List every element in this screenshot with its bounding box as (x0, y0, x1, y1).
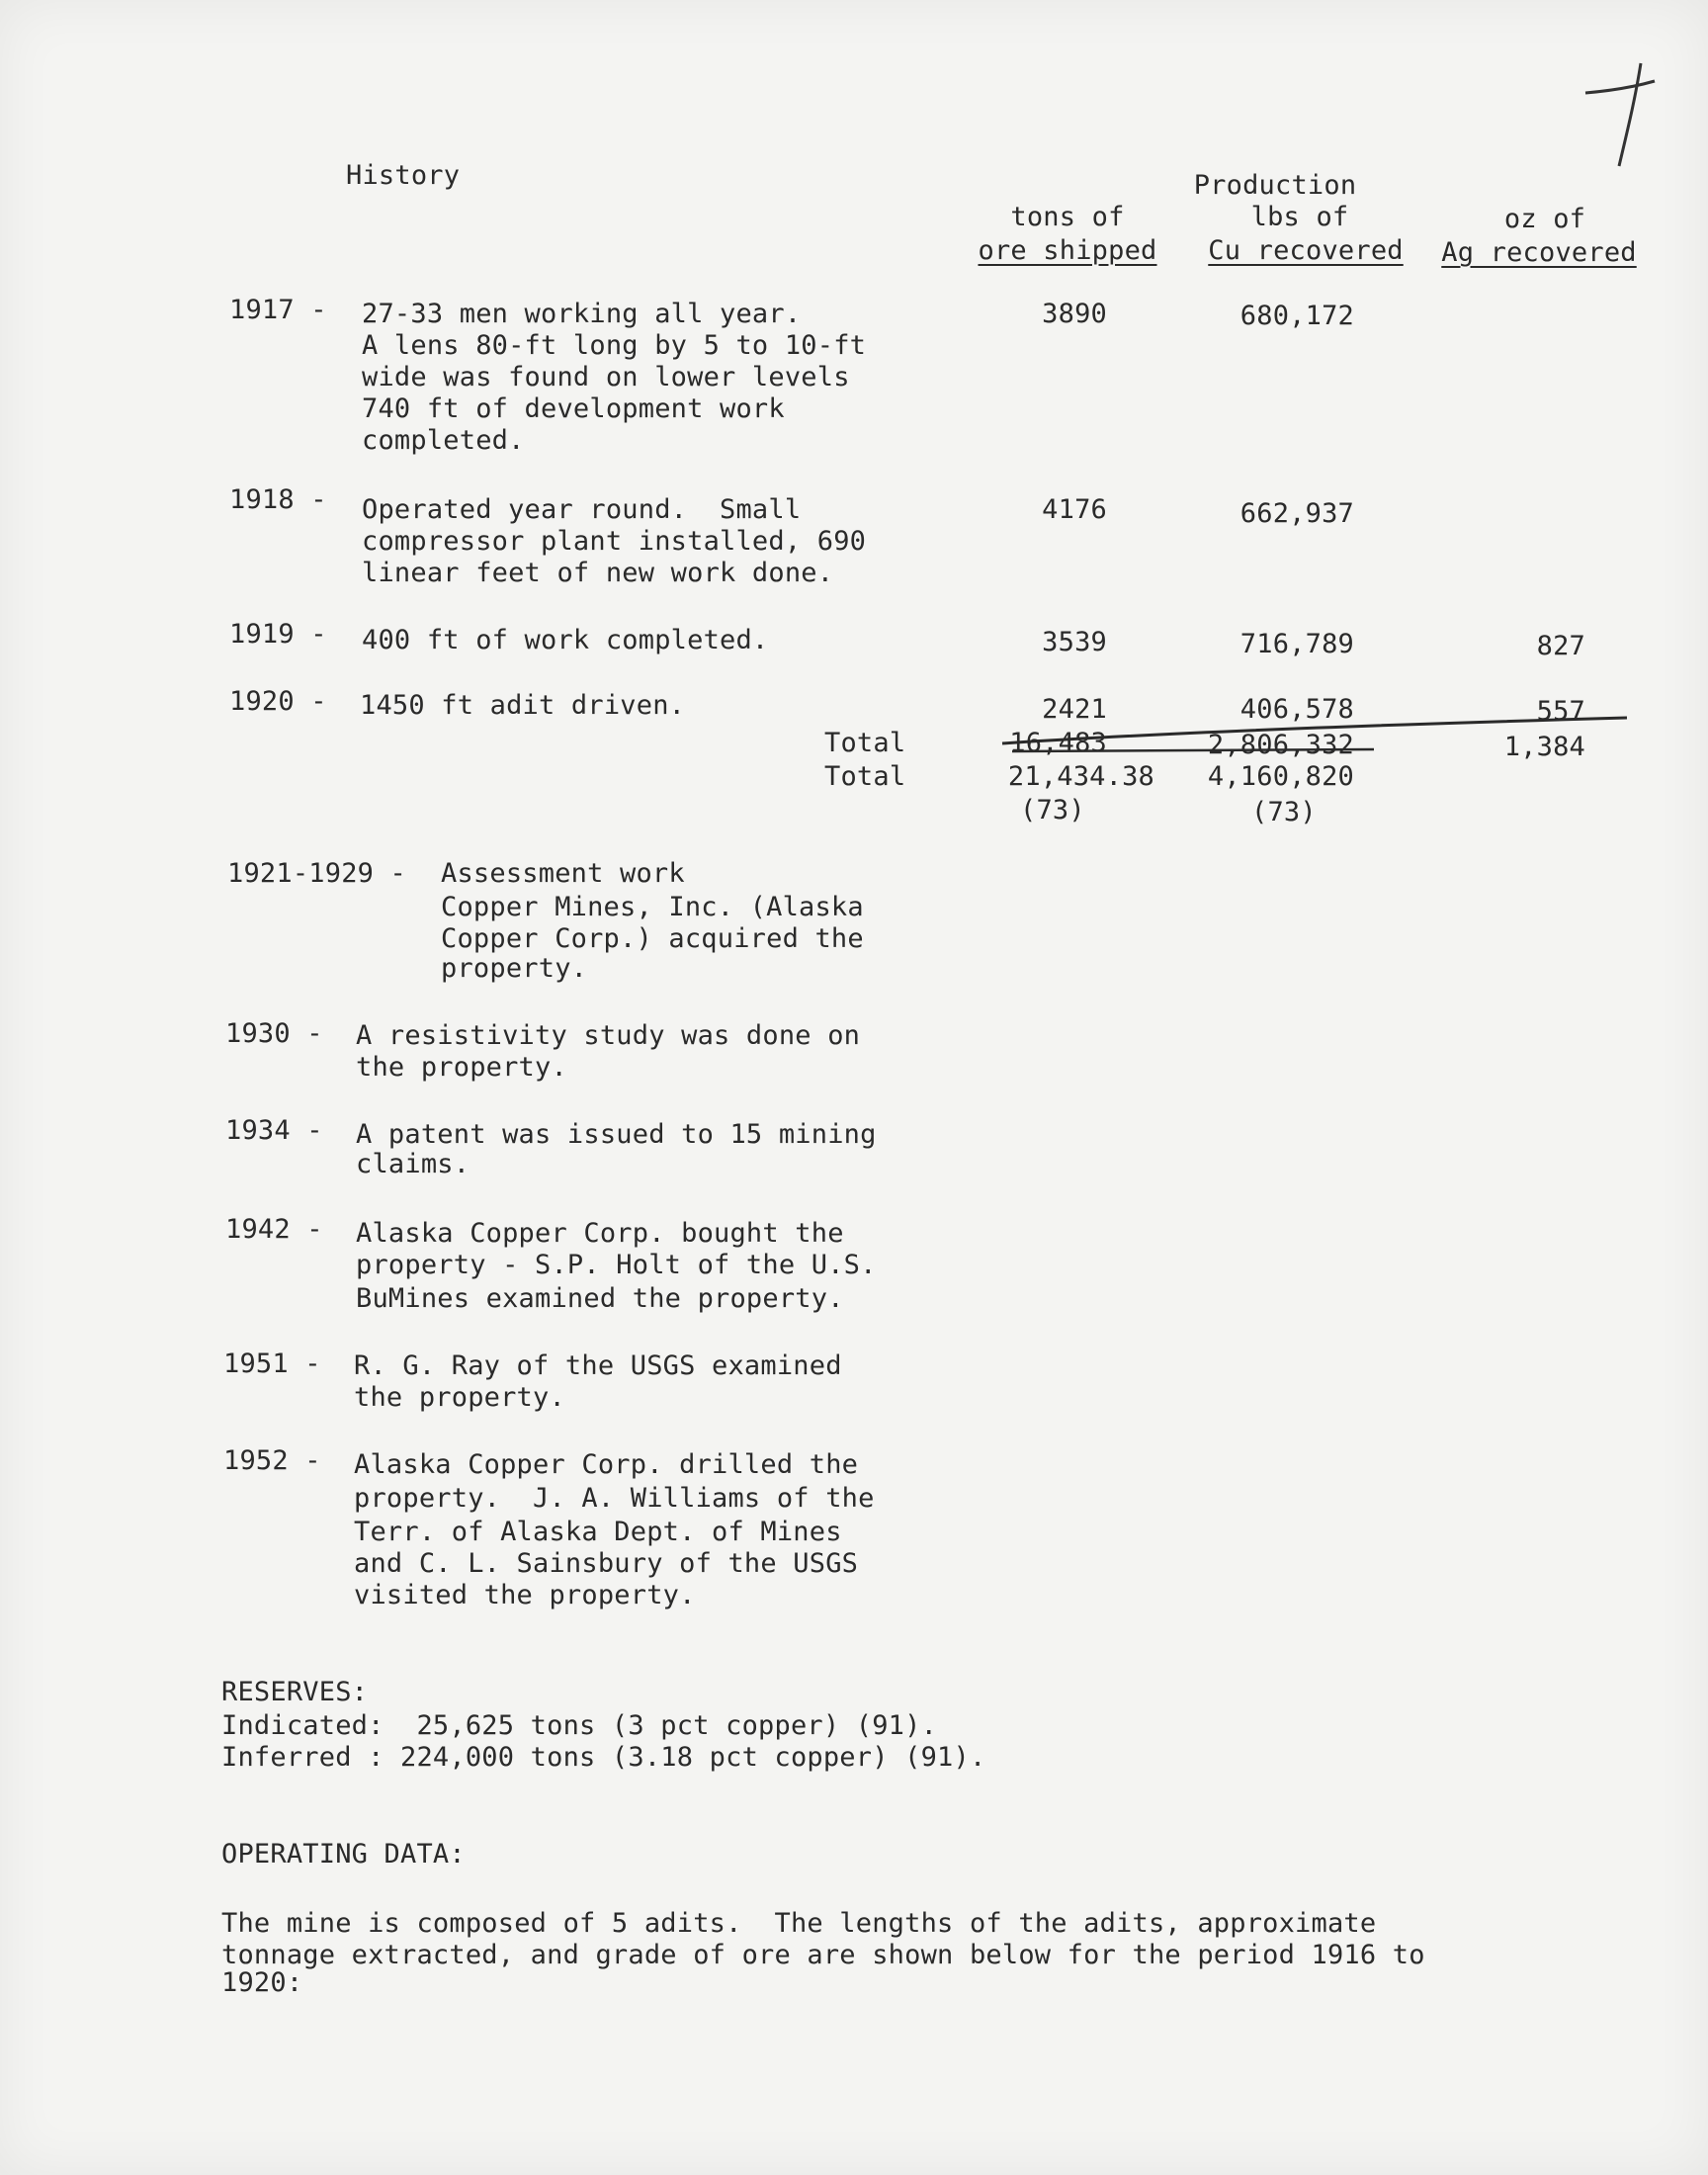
year-label: 1918 - (229, 484, 327, 515)
year-label: 1951 - (223, 1348, 321, 1379)
history-line: compressor plant installed, 690 (362, 526, 867, 557)
history-line: BuMines examined the property. (356, 1283, 844, 1314)
col-lbs-header-1: lbs of (1250, 202, 1349, 232)
tons-value: 3539 (1042, 627, 1107, 657)
total-label: Total (824, 761, 906, 792)
history-line: A patent was issued to 15 mining (356, 1119, 877, 1150)
lbs-value: 716,789 (1239, 629, 1354, 659)
history-line: 740 ft of development work (362, 393, 785, 424)
tons-value: 2421 (1042, 694, 1107, 725)
total-tons: 21,434.38 (1007, 761, 1154, 792)
year-label: 1942 - (225, 1214, 323, 1245)
handwritten-page-number (1580, 61, 1659, 170)
lbs-value: 406,578 (1239, 694, 1354, 725)
history-line: 400 ft of work completed. (362, 625, 769, 655)
year-label: 1920 - (229, 686, 327, 717)
history-line: Terr. of Alaska Dept. of Mines (354, 1517, 842, 1547)
history-line: completed. (362, 425, 525, 456)
history-line: the property. (356, 1052, 567, 1083)
year-label: 1934 - (225, 1115, 323, 1146)
history-line: A lens 80-ft long by 5 to 10-ft (362, 330, 867, 361)
history-line: property. J. A. Williams of the (354, 1483, 875, 1514)
year-label: 1952 - (223, 1445, 321, 1476)
lbs-value: 680,172 (1239, 301, 1354, 331)
year-label: 1919 - (229, 619, 327, 650)
tons-value: 3890 (1042, 299, 1107, 329)
operating-line: The mine is composed of 5 adits. The lengths of the adits, approximate (221, 1908, 1377, 1939)
history-line: linear feet of new work done. (362, 558, 834, 588)
col-oz-header-2: Ag recovered (1441, 237, 1637, 268)
oz-value: 557 (1536, 696, 1585, 727)
history-line: and C. L. Sainsbury of the USGS (354, 1548, 859, 1579)
tons-reference: (73) (1020, 795, 1085, 826)
history-line: the property. (354, 1382, 565, 1413)
total-oz: 1,384 (1503, 732, 1585, 762)
lbs-reference: (73) (1251, 797, 1317, 827)
reserves-indicated: Indicated: 25,625 tons (3 pct copper) (91). (221, 1710, 938, 1741)
oz-value: 827 (1536, 631, 1585, 661)
history-line: R. G. Ray of the USGS examined (354, 1350, 842, 1381)
total-lbs: 2,806,332 (1207, 730, 1354, 760)
history-line: Copper Mines, Inc. (Alaska (441, 892, 864, 922)
history-line: visited the property. (354, 1580, 696, 1610)
operating-heading: OPERATING DATA: (221, 1839, 466, 1870)
operating-line: tonnage extracted, and grade of ore are shown below for the period 1916 to (221, 1940, 1425, 1970)
total-tons: 16,483 (1009, 728, 1107, 758)
total-lbs: 4,160,820 (1207, 761, 1354, 792)
history-line: Operated year round. Small (362, 494, 802, 525)
total-label: Total (824, 728, 906, 758)
col-tons-header-1: tons of (1010, 202, 1125, 232)
history-line: 27-33 men working all year. (362, 299, 802, 329)
lbs-value: 662,937 (1239, 498, 1354, 529)
year-label: 1930 - (225, 1018, 323, 1049)
history-line: Alaska Copper Corp. drilled the (354, 1449, 859, 1480)
year-label: 1917 - (229, 295, 327, 325)
history-line: Copper Corp.) acquired the (441, 923, 864, 954)
operating-line: 1920: (221, 1967, 303, 1998)
history-line: claims. (356, 1149, 470, 1179)
history-line: 1450 ft adit driven. (360, 690, 686, 721)
history-line: Assessment work (441, 858, 685, 889)
history-line: property. (441, 953, 588, 984)
history-line: A resistivity study was done on (356, 1020, 861, 1051)
col-tons-header-2: ore shipped (978, 235, 1157, 266)
history-line: property - S.P. Holt of the U.S. (356, 1250, 877, 1280)
col-oz-header-1: oz of (1503, 204, 1586, 234)
history-line: wide was found on lower levels (362, 362, 850, 392)
reserves-inferred: Inferred : 224,000 tons (3.18 pct copper) (91). (221, 1742, 986, 1773)
col-lbs-header-2: Cu recovered (1208, 235, 1404, 266)
history-line: Alaska Copper Corp. bought the (356, 1218, 844, 1249)
history-heading: History (346, 160, 461, 191)
production-heading: Production (1193, 170, 1357, 201)
tons-value: 4176 (1042, 494, 1107, 525)
reserves-heading: RESERVES: (221, 1677, 369, 1707)
year-label: 1921-1929 - (227, 858, 407, 889)
